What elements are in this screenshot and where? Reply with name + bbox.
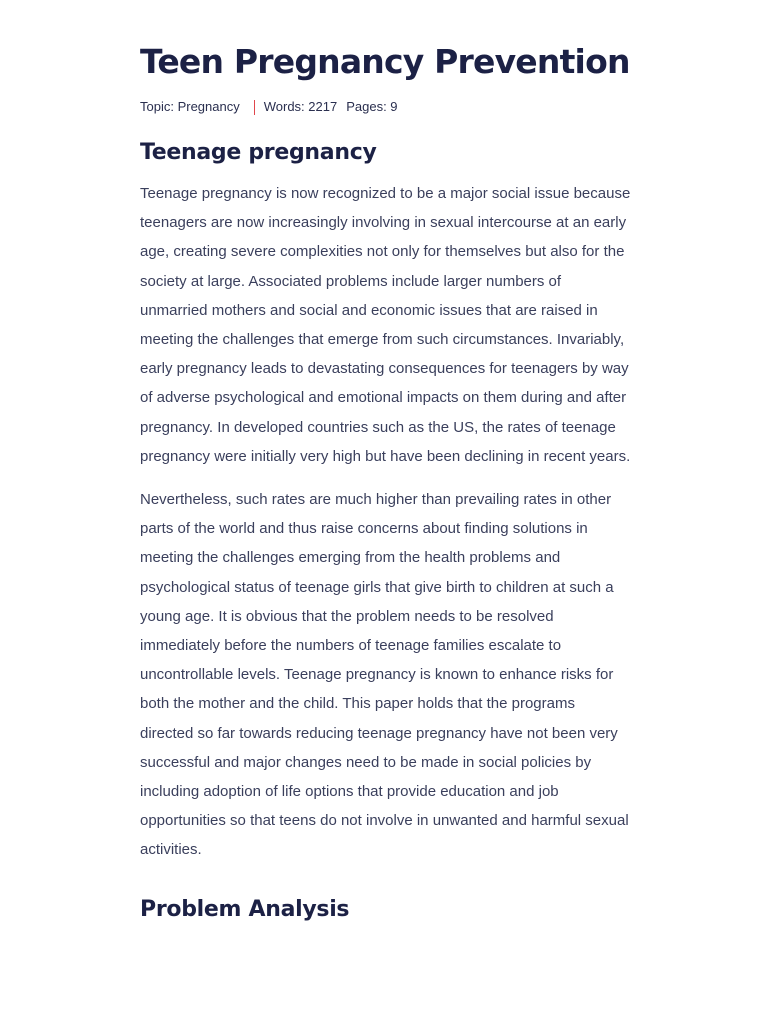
section-heading-teenage-pregnancy: Teenage pregnancy — [140, 140, 377, 165]
word-count: Words: 2217 — [263, 99, 338, 114]
document-meta — [140, 98, 632, 116]
topic-label: Topic: Pregnancy — [140, 99, 240, 114]
paragraph: Teenage pregnancy is now recognized to be a major social issue because teenagers are now increasingly involving in sexual intercourse at an early age, creating severe complexities not only for themselves but also for the society at large. Associated problems include larger numbers of unmarried mothers and social and economic issues that are raised in meeting the challenges that emerge from such circumstances. Invariably, early pregnancy leads to devastating consequences for teenagers by way of adverse psychological and emotional impacts on them during and after pregnancy. In developed countries such as the US, the rates of teenage pregnancy were initially very high but have been declining in recent years. — [140, 185, 631, 465]
page-title: Teen Pregnancy Prevention — [140, 42, 630, 81]
paragraph: Nevertheless, such rates are much higher than prevailing rates in other parts of the world and thus raise concerns about finding solutions in meeting the challenges emerging from the health problems and psychological status of teenage girls that give birth to children at such a young age. It is obvious that the problem needs to be resolved immediately before the numbers of teenage families escalate to uncontrollable levels. Teenage pregnancy is known to enhance risks for both the mother and the child. This paper holds that the programs directed so far towards reducing teenage pregnancy have not been very successful and major changes need to be made in social policies by including adoption of life options that provide education and job opportunities so that teens do not involve in unwanted and harmful sexual activities. — [140, 491, 629, 859]
document-content — [140, 40, 632, 925]
meta-divider — [254, 100, 255, 115]
section-heading-problem-analysis: Problem Analysis — [140, 896, 350, 922]
page-count: Pages: 9 — [346, 99, 398, 114]
